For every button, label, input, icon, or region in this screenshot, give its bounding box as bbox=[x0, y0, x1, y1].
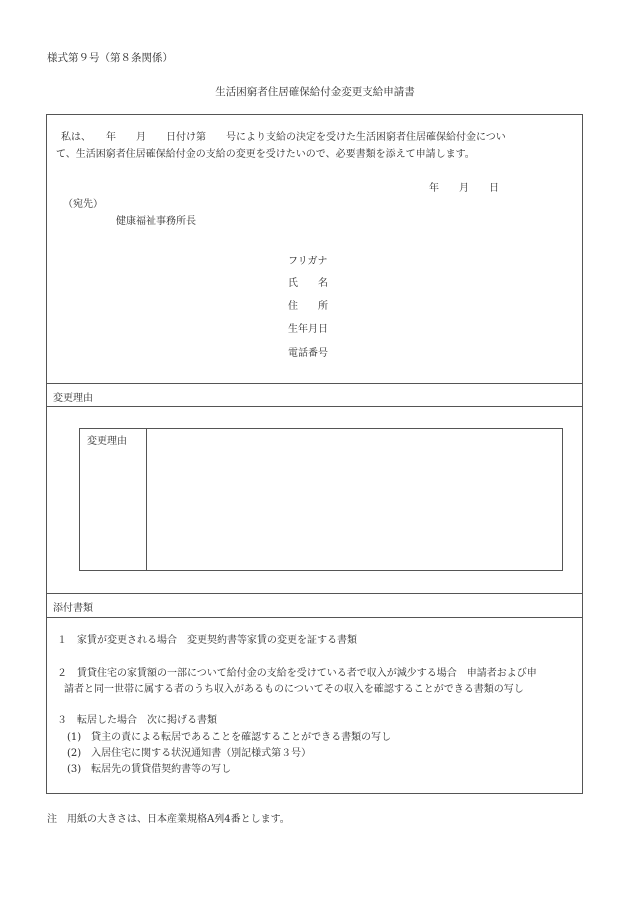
addressee-label: （宛先） bbox=[63, 199, 103, 210]
field-phone-label: 電話番号 bbox=[288, 348, 328, 359]
change-reason-box[interactable] bbox=[79, 428, 563, 571]
attachment-item-3-sub-1: (1) 貸主の責による転居であることを確認することができる書類の写し bbox=[67, 732, 392, 743]
field-name-label: 氏 名 bbox=[288, 278, 328, 289]
form-number: 様式第９号（第８条関係） bbox=[47, 52, 173, 64]
change-reason-heading: 変更理由 bbox=[53, 393, 93, 404]
divider-line bbox=[47, 617, 582, 618]
document-title: 生活困窮者住居確保給付金変更支給申請書 bbox=[215, 86, 415, 98]
attachment-item-3-title: ３ 転居した場合 次に掲げる書類 bbox=[57, 715, 217, 726]
field-birthdate-label: 生年月日 bbox=[288, 324, 328, 335]
divider-line bbox=[47, 383, 582, 384]
application-form-table bbox=[46, 114, 583, 794]
attachment-item-3-sub-3: (3) 転居先の賃貸借契約書等の写し bbox=[67, 764, 232, 775]
attachment-item-1: １ 家賃が変更される場合 変更契約書等家賃の変更を証する書類 bbox=[57, 635, 357, 646]
addressee-name: 健康福祉事務所長 bbox=[116, 216, 196, 227]
application-date: 年 月 日 bbox=[429, 183, 499, 194]
divider-line bbox=[47, 593, 582, 594]
attachment-item-3-sub-2: (2) 入居住宅に関する状況通知書（別記様式第３号） bbox=[67, 748, 312, 759]
attachment-item-2-line-2: 請者と同一世帯に属する者のうち収入があるものについてその収入を確認することができる書類の写し bbox=[64, 684, 524, 695]
field-furigana-label: フリガナ bbox=[288, 256, 328, 267]
attachment-item-2-line-1: ２ 賃貸住宅の家賃額の一部について給付金の支給を受けている者で収入が減少する場合 申請者および申 bbox=[57, 668, 537, 679]
change-reason-cell-label: 変更理由 bbox=[87, 436, 127, 447]
intro-line-2: て、生活困窮者住居確保給付金の支給の変更を受けたいので、必要書類を添えて申請します。 bbox=[56, 149, 475, 160]
attachments-heading: 添付書類 bbox=[53, 603, 93, 614]
field-address-label: 住 所 bbox=[288, 301, 328, 312]
footnote: 注 用紙の大きさは、日本産業規格A列4番とします。 bbox=[47, 814, 290, 825]
intro-line-1: 私は、 年 月 日付け第 号により支給の決定を受けた生活困窮者住居確保給付金につい bbox=[61, 132, 506, 143]
divider-line bbox=[47, 406, 582, 407]
cell-divider bbox=[146, 429, 147, 570]
